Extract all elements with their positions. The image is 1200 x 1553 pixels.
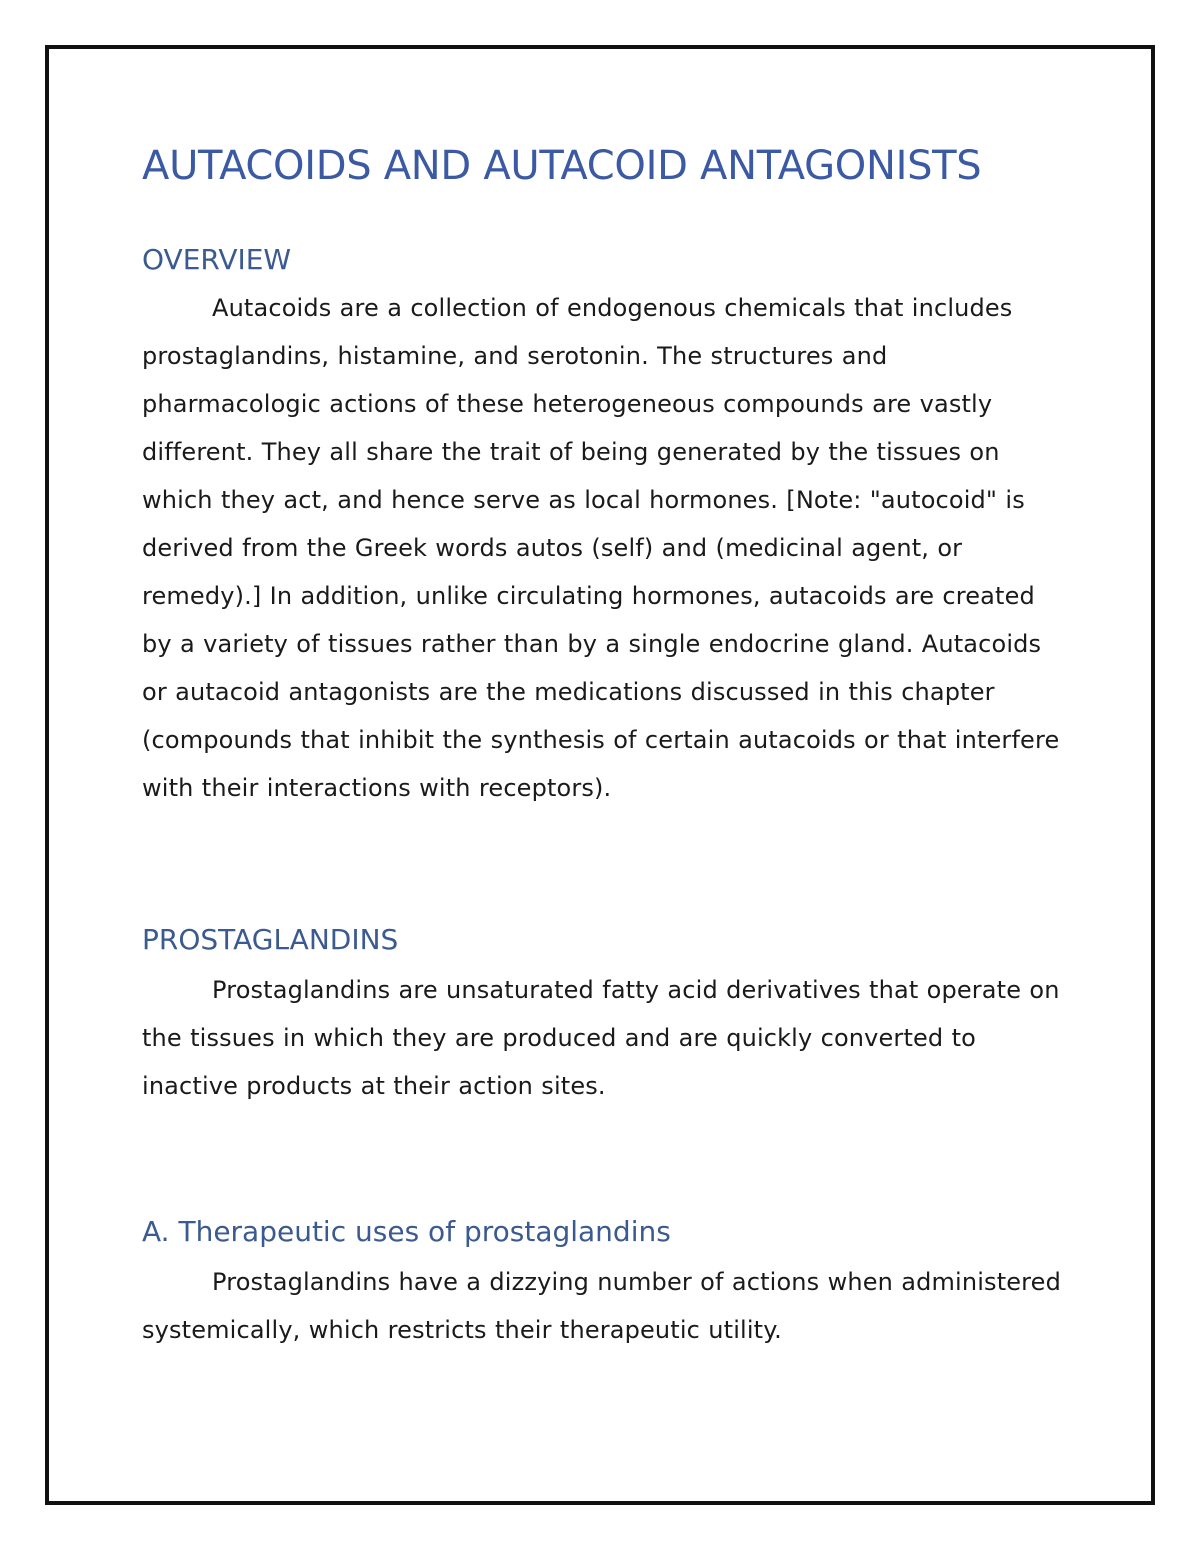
overview-paragraph: Autacoids are a collection of endogenous chemicals that includes prostaglandins, histamine, and serotonin. The structures and pharmacologic actions of these heterogeneous compounds are vastly different. They all share the trait of being generated by the tissues on which they act, and hence serve as local hormones. [Note: "autocoid" is derived from the Greek words autos (self) and (medicinal agent, or remedy).] In addition, unlike circulating hormones, autacoids are created by a variety of tissues rather than by a single endocrine gland. Autacoids or autacoid antagonists are the medications discussed in this chapter (compounds that inhibit the synthesis of certain autacoids or that interfere with their interactions with receptors). — [142, 294, 1060, 802]
section-heading-prostaglandins: PROSTAGLANDINS — [142, 923, 399, 956]
section-heading-overview: OVERVIEW — [142, 243, 292, 276]
document-content — [142, 138, 1072, 1354]
therapeutic-uses-paragraph: Prostaglandins have a dizzying number of actions when administered systemically, which restricts their therapeutic utility. — [142, 1268, 1061, 1344]
document-title: AUTACOIDS AND AUTACOID ANTAGONISTS — [142, 143, 982, 189]
subsection-heading-therapeutic-uses: A. Therapeutic uses of prostaglandins — [142, 1215, 671, 1248]
prostaglandins-paragraph: Prostaglandins are unsaturated fatty acid derivatives that operate on the tissues in which they are produced and are quickly converted to inactive products at their action sites. — [142, 976, 1060, 1100]
